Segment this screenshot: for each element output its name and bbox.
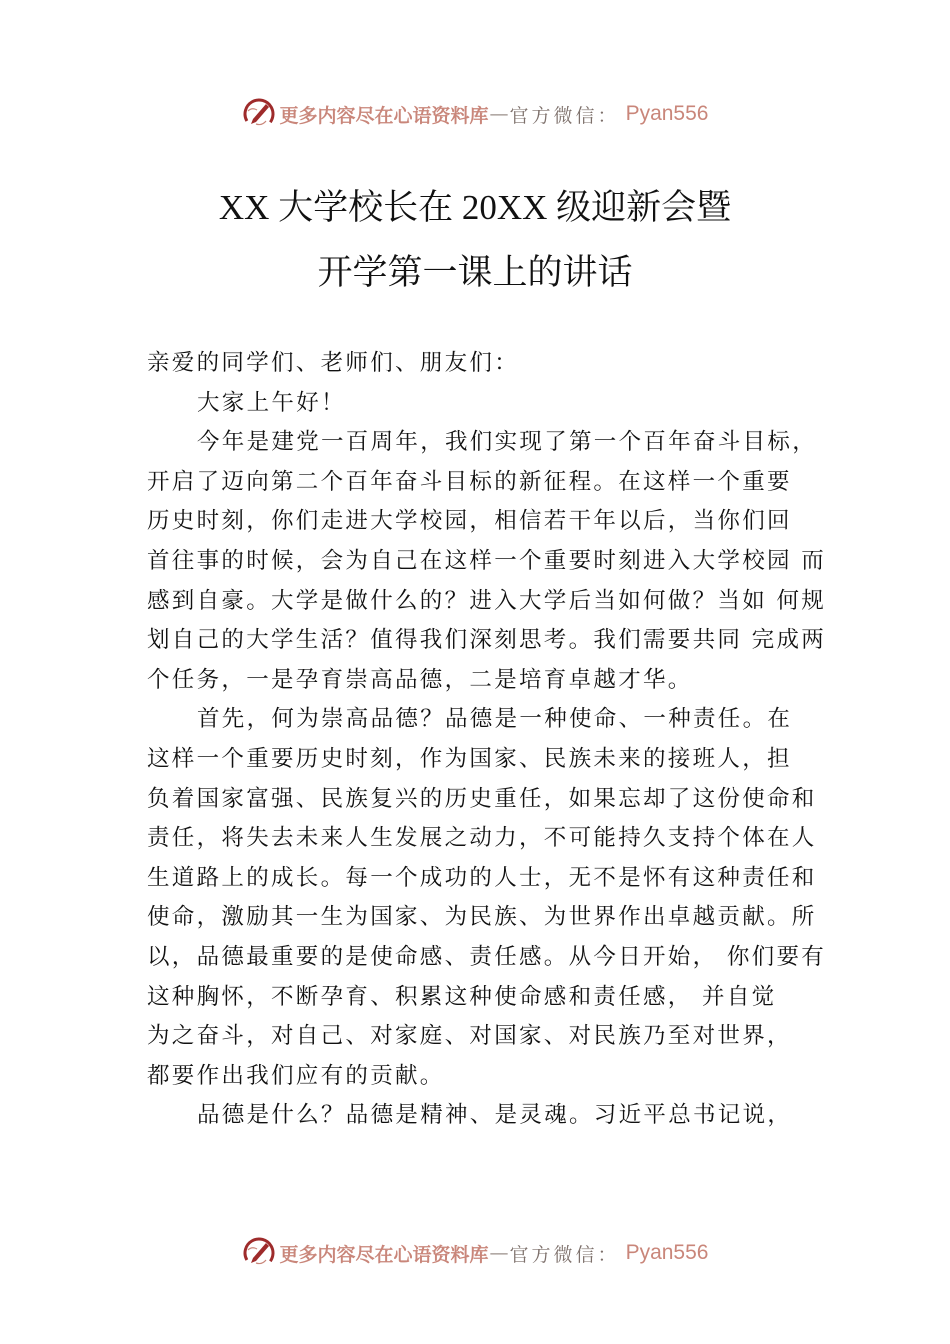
banner-wechat-label: 官方微信： — [509, 1243, 620, 1266]
paragraph-line: 今年是建党一百周年，我们实现了第一个百年奋斗目标， — [197, 429, 818, 456]
paragraph-line: 首往事的时候，会为自己在这样一个重要时刻进入大学校园 而 — [147, 547, 827, 574]
paragraph-line: 这种胸怀，不断孕育、积累这种使命感和责任感， 并自觉 — [147, 983, 777, 1010]
banner-wechat-id: Pyan556 — [625, 102, 709, 125]
banner-slogan: 更多内容尽在心语资料库 — [279, 1243, 489, 1266]
paragraph-line: 首先，何为崇高品德？品德是一种使命、一种责任。在 — [197, 706, 793, 733]
banner-wechat-id: Pyan556 — [625, 1241, 709, 1264]
banner-dash: — — [489, 1242, 509, 1264]
paragraph-line: 生道路上的成长。每一个成功的人士，无不是怀有这种责任和 — [147, 864, 817, 891]
paragraph-line: 责任，将失去未来人生发展之动力，不可能持久支持个体在人 — [147, 825, 817, 852]
document-title-line-2: 开学第一课上的讲话 — [317, 253, 633, 292]
paragraph-line: 开启了迈向第二个百年奋斗目标的新征程。在这样一个重要 — [147, 468, 792, 495]
document-body — [147, 344, 837, 1136]
paragraph-line: 负着国家富强、民族复兴的历史重任，如果忘却了这份使命和 — [147, 785, 817, 812]
paragraph-line: 感到自豪。大学是做什么的？进入大学后当如何做？当如 何规 — [147, 587, 827, 614]
paragraph-line: 这样一个重要历史时刻，作为国家、民族未来的接班人，担 — [147, 745, 792, 772]
pen-nib-logo-icon — [242, 97, 276, 131]
greeting: 大家上午好！ — [197, 389, 346, 416]
paragraph-line: 都要作出我们应有的贡献。 — [147, 1062, 445, 1089]
pen-nib-logo-icon — [242, 1236, 276, 1270]
paragraph-line: 以，品德最重要的是使命感、责任感。从今日开始， 你们要有 — [147, 943, 827, 970]
document-title-line-1: XX 大学校长在 20XX 级迎新会暨 — [218, 188, 732, 227]
paragraph-line: 个任务，一是孕育崇高品德，二是培育卓越才华。 — [147, 666, 693, 693]
paragraph-line: 历史时刻，你们走进大学校园，相信若干年以后，当你们回 — [147, 508, 792, 535]
salutation: 亲爱的同学们、老师们、朋友们： — [147, 350, 520, 376]
paragraph-line: 品德是什么？品德是精神、是灵魂。习近平总书记说， — [197, 1102, 793, 1129]
paragraph-line: 使命，激励其一生为国家、为民族、为世界作出卓越贡献。所 — [147, 904, 817, 931]
banner-wechat-label: 官方微信： — [509, 104, 620, 127]
footer-banner — [0, 1233, 950, 1273]
paragraph-line: 划自己的大学生活？值得我们深刻思考。我们需要共同 完成两 — [147, 627, 827, 654]
paragraph-line: 为之奋斗，对自己、对家庭、对国家、对民族乃至对世界， — [147, 1023, 792, 1050]
header-banner — [0, 94, 950, 134]
banner-dash: — — [489, 103, 509, 125]
banner-slogan: 更多内容尽在心语资料库 — [279, 104, 489, 127]
